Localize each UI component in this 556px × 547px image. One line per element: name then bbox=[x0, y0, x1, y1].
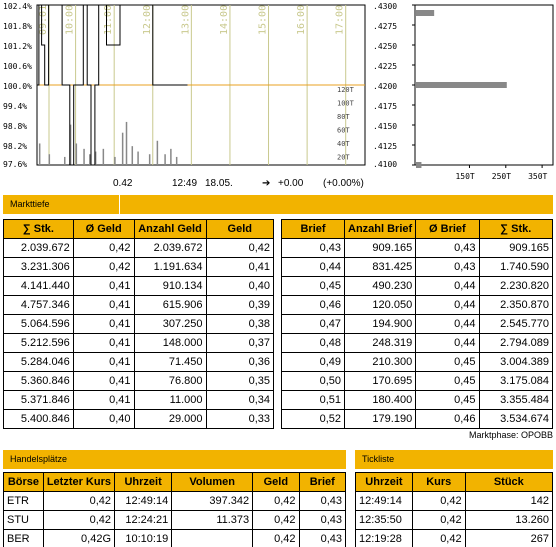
bid-row bbox=[4, 372, 274, 391]
handelsplaetze-title: Handelsplätze bbox=[10, 454, 68, 464]
venue-cell: 0,43 bbox=[299, 530, 345, 547]
ask-col-header: Brief bbox=[282, 220, 345, 239]
volume-bar bbox=[76, 143, 78, 165]
bid-cell: 0,40 bbox=[73, 410, 134, 429]
ask-row bbox=[282, 372, 553, 391]
venue-cell: 11.373 bbox=[172, 511, 253, 530]
bid-row bbox=[4, 391, 274, 410]
x-tick-label: 11:00 bbox=[103, 4, 115, 35]
volume-bar bbox=[103, 149, 105, 165]
ask-cell: 0,46 bbox=[282, 296, 345, 315]
ask-cell: 2.230.820 bbox=[479, 277, 552, 296]
venue-col-header: Börse bbox=[4, 473, 44, 492]
x-tick-label: 15:00 bbox=[257, 4, 269, 35]
bid-cell: 4.757.346 bbox=[4, 296, 74, 315]
profile-y-tick-label: .4225 bbox=[373, 62, 398, 71]
bid-cell: 11.000 bbox=[134, 391, 206, 410]
bid-table bbox=[3, 219, 274, 429]
ticks-table bbox=[355, 472, 553, 547]
y-tick-label: 98.2% bbox=[3, 142, 28, 151]
venue-col-header: Uhrzeit bbox=[115, 473, 172, 492]
tick-cell: 0,42 bbox=[412, 511, 465, 530]
profile-y-tick-label: .4100 bbox=[373, 160, 398, 169]
volume-bar bbox=[132, 146, 134, 165]
last-price: 0.42 bbox=[113, 178, 133, 189]
tick-cell: 267 bbox=[465, 530, 552, 547]
bid-cell: 2.039.672 bbox=[134, 239, 206, 258]
volume-bar bbox=[157, 141, 159, 165]
volume-tick-label: 120T bbox=[337, 86, 354, 94]
price-change-percent: (+0.00%) bbox=[323, 178, 364, 189]
quote-time: 12:49 bbox=[172, 178, 198, 189]
bid-cell: 615.906 bbox=[134, 296, 206, 315]
tick-cell: 12:35:50 bbox=[356, 511, 413, 530]
venue-cell: 0,42 bbox=[253, 530, 299, 547]
bid-cell: 29.000 bbox=[134, 410, 206, 429]
bid-cell: 0,41 bbox=[73, 391, 134, 410]
ask-cell: 179.190 bbox=[345, 410, 416, 429]
venues-table bbox=[3, 472, 346, 547]
bid-cell: 0,37 bbox=[206, 334, 274, 353]
bid-cell: 0,41 bbox=[73, 353, 134, 372]
ask-cell: 909.165 bbox=[345, 239, 416, 258]
tick-row bbox=[356, 530, 553, 547]
ask-cell: 0,44 bbox=[416, 296, 479, 315]
ask-cell: 180.400 bbox=[345, 391, 416, 410]
x-tick-label: 09:01 bbox=[38, 4, 49, 35]
venue-cell: BER bbox=[4, 530, 44, 547]
ask-cell: 2.545.770 bbox=[479, 315, 552, 334]
tickliste-title: Tickliste bbox=[362, 454, 395, 464]
markttiefe-title: Markttiefe bbox=[10, 199, 50, 209]
profile-bar bbox=[416, 162, 421, 168]
ask-row bbox=[282, 391, 553, 410]
bid-col-header: ∑ Stk. bbox=[4, 220, 74, 239]
profile-y-tick-label: .4275 bbox=[373, 22, 398, 31]
volume-bar bbox=[170, 149, 172, 165]
bid-cell: 1.191.634 bbox=[134, 258, 206, 277]
market-phase: Marktphase: OPOBB bbox=[468, 430, 553, 440]
ask-cell: 120.050 bbox=[345, 296, 416, 315]
venue-row bbox=[4, 492, 346, 511]
ask-cell: 2.350.870 bbox=[479, 296, 552, 315]
profile-y-tick-label: .4200 bbox=[373, 82, 398, 91]
venue-row bbox=[4, 511, 346, 530]
ask-cell: 0,49 bbox=[282, 353, 345, 372]
tick-cell: 142 bbox=[465, 492, 552, 511]
bid-cell: 0,40 bbox=[206, 277, 274, 296]
tick-cell: 0,42 bbox=[412, 492, 465, 511]
tick-col-header: Stück bbox=[465, 473, 552, 492]
venue-cell: 0,42 bbox=[43, 492, 114, 511]
venue-cell: STU bbox=[4, 511, 44, 530]
ask-cell: 0,44 bbox=[416, 277, 479, 296]
y-tick-label: 101.8% bbox=[3, 22, 32, 31]
ask-cell: 0,43 bbox=[416, 239, 479, 258]
venue-cell: 12:24:21 bbox=[115, 511, 172, 530]
volume-bar bbox=[83, 149, 85, 165]
volume-bar bbox=[137, 152, 139, 165]
profile-y-tick-label: .4150 bbox=[373, 122, 398, 131]
y-tick-label: 100.0% bbox=[3, 82, 32, 91]
profile-y-tick-label: .4300 bbox=[373, 2, 398, 11]
ask-row bbox=[282, 315, 553, 334]
ask-table bbox=[281, 219, 553, 429]
tick-cell: 13.260 bbox=[465, 511, 552, 530]
bid-cell: 5.360.846 bbox=[4, 372, 74, 391]
ask-cell: 1.740.590 bbox=[479, 258, 552, 277]
venue-cell: 0,43 bbox=[299, 511, 345, 530]
bid-row bbox=[4, 277, 274, 296]
handelsplaetze-header bbox=[3, 450, 346, 469]
price-change: +0.00 bbox=[278, 178, 304, 189]
volume-profile-chart bbox=[372, 0, 556, 195]
ask-cell: 0,51 bbox=[282, 391, 345, 410]
bid-row bbox=[4, 334, 274, 353]
bid-cell: 0,39 bbox=[206, 296, 274, 315]
tick-col-header: Kurs bbox=[412, 473, 465, 492]
ask-cell: 0,43 bbox=[416, 258, 479, 277]
ask-cell: 3.355.484 bbox=[479, 391, 552, 410]
ask-col-header: Anzahl Brief bbox=[345, 220, 416, 239]
tick-col-header: Uhrzeit bbox=[356, 473, 413, 492]
ask-row bbox=[282, 258, 553, 277]
ask-cell: 194.900 bbox=[345, 315, 416, 334]
ask-cell: 0,46 bbox=[416, 410, 479, 429]
bid-cell: 2.039.672 bbox=[4, 239, 74, 258]
volume-tick-label: 40T bbox=[337, 140, 350, 148]
ask-row bbox=[282, 296, 553, 315]
profile-bar bbox=[416, 10, 434, 16]
volume-bar bbox=[126, 122, 128, 165]
ask-cell: 0,45 bbox=[416, 353, 479, 372]
tickliste-header bbox=[355, 450, 553, 469]
x-tick-label: 17:00 bbox=[334, 4, 346, 35]
markttiefe-header bbox=[3, 195, 553, 214]
venue-col-header: Volumen bbox=[172, 473, 253, 492]
ask-cell: 831.425 bbox=[345, 258, 416, 277]
bid-cell: 0,42 bbox=[73, 239, 134, 258]
bid-cell: 0,42 bbox=[73, 258, 134, 277]
x-tick-label: 12:00 bbox=[141, 4, 153, 35]
ask-cell: 0,48 bbox=[282, 334, 345, 353]
bid-cell: 0,33 bbox=[206, 410, 274, 429]
ask-cell: 0,44 bbox=[416, 315, 479, 334]
volume-bar bbox=[149, 154, 151, 165]
ask-cell: 0,44 bbox=[282, 258, 345, 277]
bid-cell: 5.284.046 bbox=[4, 353, 74, 372]
ask-cell: 0,45 bbox=[416, 372, 479, 391]
y-tick-label: 100.6% bbox=[3, 62, 32, 71]
profile-bar bbox=[416, 82, 507, 88]
bid-cell: 0,41 bbox=[73, 372, 134, 391]
volume-bar bbox=[39, 143, 41, 165]
bid-cell: 148.000 bbox=[134, 334, 206, 353]
bid-cell: 0,41 bbox=[73, 277, 134, 296]
bid-cell: 3.231.306 bbox=[4, 258, 74, 277]
bid-cell: 0,41 bbox=[73, 315, 134, 334]
markttiefe-header-divider bbox=[119, 195, 120, 214]
bid-cell: 5.400.846 bbox=[4, 410, 74, 429]
bid-row bbox=[4, 410, 274, 429]
venue-cell: 0,42 bbox=[253, 511, 299, 530]
intraday-chart bbox=[0, 0, 372, 195]
ask-cell: 0,50 bbox=[282, 372, 345, 391]
ask-col-header: ∑ Stk. bbox=[479, 220, 552, 239]
profile-x-tick-label: 150T bbox=[455, 172, 475, 181]
volume-bar bbox=[164, 154, 166, 165]
x-tick-label: 13:00 bbox=[180, 4, 192, 35]
bid-cell: 0,41 bbox=[206, 258, 274, 277]
venue-cell: ETR bbox=[4, 492, 44, 511]
venue-col-header: Letzter Kurs bbox=[43, 473, 114, 492]
profile-y-tick-label: .4175 bbox=[373, 102, 398, 111]
bid-cell: 0,41 bbox=[73, 334, 134, 353]
ask-cell: 0,44 bbox=[416, 334, 479, 353]
profile-y-tick-label: .4125 bbox=[373, 142, 398, 151]
bid-cell: 76.800 bbox=[134, 372, 206, 391]
bid-cell: 71.450 bbox=[134, 353, 206, 372]
bid-cell: 0,34 bbox=[206, 391, 274, 410]
venue-cell: 0,43 bbox=[299, 492, 345, 511]
bid-row bbox=[4, 353, 274, 372]
volume-tick-label: 100T bbox=[337, 99, 354, 108]
ask-cell: 0,45 bbox=[282, 277, 345, 296]
venue-cell: 0,42 bbox=[253, 492, 299, 511]
profile-x-tick-label: 250T bbox=[491, 172, 512, 181]
venue-cell bbox=[172, 530, 253, 547]
y-tick-label: 102.4% bbox=[3, 2, 32, 11]
ask-cell: 0,43 bbox=[282, 239, 345, 258]
quote-line bbox=[0, 178, 372, 192]
bid-cell: 5.064.596 bbox=[4, 315, 74, 334]
venue-cell: 0,42 bbox=[43, 511, 114, 530]
volume-bar bbox=[49, 154, 51, 165]
bid-row bbox=[4, 258, 274, 277]
volume-bar bbox=[122, 133, 124, 165]
y-tick-label: 97.6% bbox=[3, 160, 28, 169]
venue-cell: 10:10:19 bbox=[115, 530, 172, 547]
ask-row bbox=[282, 334, 553, 353]
quote-date: 18.05. bbox=[205, 178, 233, 189]
ask-cell: 3.534.674 bbox=[479, 410, 552, 429]
bid-col-header: Ø Geld bbox=[73, 220, 134, 239]
ask-cell: 2.794.089 bbox=[479, 334, 552, 353]
bid-cell: 0,36 bbox=[206, 353, 274, 372]
ask-row bbox=[282, 410, 553, 429]
ask-cell: 0,47 bbox=[282, 315, 345, 334]
venue-col-header: Geld bbox=[253, 473, 299, 492]
bid-cell: 910.134 bbox=[134, 277, 206, 296]
bid-cell: 0,38 bbox=[206, 315, 274, 334]
volume-bar bbox=[114, 157, 116, 165]
ask-cell: 0,52 bbox=[282, 410, 345, 429]
venue-cell: 397.342 bbox=[172, 492, 253, 511]
venue-col-header: Brief bbox=[299, 473, 345, 492]
venue-cell: 12:49:14 bbox=[115, 492, 172, 511]
venue-row bbox=[4, 530, 346, 547]
bid-row bbox=[4, 239, 274, 258]
y-tick-label: 101.2% bbox=[3, 42, 32, 51]
bid-cell: 5.212.596 bbox=[4, 334, 74, 353]
bid-col-header: Anzahl Geld bbox=[134, 220, 206, 239]
bid-row bbox=[4, 296, 274, 315]
ask-cell: 210.300 bbox=[345, 353, 416, 372]
profile-y-tick-label: .4250 bbox=[373, 42, 398, 51]
ask-cell: 909.165 bbox=[479, 239, 552, 258]
volume-bar bbox=[176, 157, 178, 165]
bid-cell: 4.141.440 bbox=[4, 277, 74, 296]
volume-tick-label: 80T bbox=[337, 113, 350, 121]
ask-row bbox=[282, 353, 553, 372]
venue-cell: 0,42G bbox=[43, 530, 114, 547]
x-tick-label: 14:00 bbox=[218, 4, 230, 35]
ask-cell: 0,45 bbox=[416, 391, 479, 410]
bid-col-header: Geld bbox=[206, 220, 274, 239]
profile-x-tick-label: 350T bbox=[528, 172, 548, 181]
y-tick-label: 99.4% bbox=[3, 102, 28, 111]
bid-row bbox=[4, 315, 274, 334]
ask-row bbox=[282, 239, 553, 258]
ask-cell: 3.175.084 bbox=[479, 372, 552, 391]
volume-tick-label: 60T bbox=[337, 126, 350, 135]
tick-cell: 0,42 bbox=[412, 530, 465, 547]
volume-tick-label: 20T bbox=[337, 153, 350, 162]
tick-cell: 12:49:14 bbox=[356, 492, 413, 511]
ask-col-header: Ø Brief bbox=[416, 220, 479, 239]
arrow-right-icon: ➔ bbox=[262, 178, 271, 189]
ask-cell: 3.004.389 bbox=[479, 353, 552, 372]
tick-row bbox=[356, 492, 553, 511]
volume-bar bbox=[64, 157, 66, 165]
bid-cell: 5.371.846 bbox=[4, 391, 74, 410]
bid-cell: 0,41 bbox=[73, 296, 134, 315]
bid-cell: 0,42 bbox=[206, 239, 274, 258]
bid-cell: 0,35 bbox=[206, 372, 274, 391]
volume-bar bbox=[89, 154, 91, 165]
tick-row bbox=[356, 511, 553, 530]
ask-row bbox=[282, 277, 553, 296]
ask-cell: 170.695 bbox=[345, 372, 416, 391]
ask-cell: 248.319 bbox=[345, 334, 416, 353]
x-tick-label: 10:00 bbox=[64, 4, 76, 35]
ask-cell: 490.230 bbox=[345, 277, 416, 296]
tick-cell: 12:19:28 bbox=[356, 530, 413, 547]
bid-cell: 307.250 bbox=[134, 315, 206, 334]
y-tick-label: 98.8% bbox=[3, 122, 28, 131]
x-tick-label: 16:00 bbox=[296, 4, 308, 35]
